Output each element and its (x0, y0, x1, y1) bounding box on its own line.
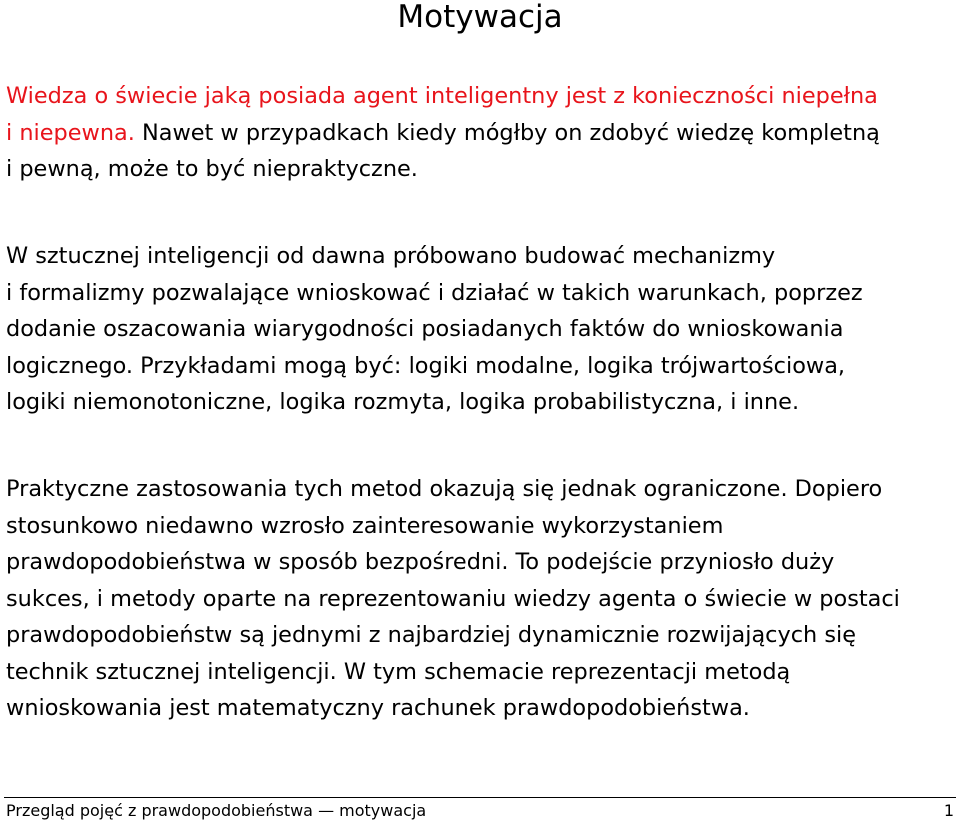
paragraph-formalisms-line: i formalizmy pozwalające wnioskować i działać w takich warunkach, poprzez (6, 279, 863, 306)
paragraph-formalisms-line: W sztucznej inteligencji od dawna próbowano budować mechanizmy (6, 243, 776, 269)
paragraph-intro-line-1: Wiedza o świecie jaką posiada agent inteligentny jest z konieczności niepełna (6, 83, 878, 109)
paragraph-intro-line-2-emphasis: i niepewna. (6, 119, 135, 146)
paragraph-probability-line: prawdopodobieństwa w sposób bezpośredni. To podejście przyniosło duży (6, 549, 835, 575)
slide-title: Motywacja (397, 0, 563, 35)
paragraph-intro-line-2 (6, 115, 956, 152)
footer-title: Przegląd pojęć z prawdopodobieństwa — motywacja (6, 801, 427, 820)
paragraph-probability (6, 471, 956, 727)
paragraph-probability-line: stosunkowo niedawno wzrosło zainteresowanie wykorzystaniem (6, 512, 724, 539)
paragraph-formalisms-line: logiki niemonotoniczne, logika rozmyta, logika probabilistyczna, i inne. (6, 389, 800, 415)
paragraph-intro (6, 78, 956, 188)
footer-divider (4, 797, 956, 798)
paragraph-formalisms (6, 238, 956, 421)
paragraph-probability-line: prawdopodobieństw są jednymi z najbardziej dynamicznie rozwijających się (6, 622, 857, 648)
paragraph-intro-line-3: i pewną, może to być niepraktyczne. (6, 156, 418, 182)
paragraph-intro-line-2-rest: Nawet w przypadkach kiedy mógłby on zdobyć wiedzę kompletną (134, 119, 880, 146)
paragraph-formalisms-line: logicznego. Przykładami mogą być: logiki modalne, logika trójwartościowa, (6, 352, 846, 379)
paragraph-probability-line: sukces, i metody oparte na reprezentowaniu wiedzy agenta o świecie w postaci (6, 585, 900, 612)
paragraph-probability-line: wnioskowania jest matematyczny rachunek prawdopodobieństwa. (6, 695, 750, 721)
paragraph-probability-line: technik sztucznej inteligencji. W tym schemacie reprezentacji metodą (6, 658, 791, 685)
paragraph-probability-line: Praktyczne zastosowania tych metod okazują się jednak ograniczone. Dopiero (6, 476, 883, 502)
page-number: 1 (943, 801, 954, 820)
paragraph-formalisms-line: dodanie oszacowania wiarygodności posiadanych faktów do wnioskowania (6, 316, 844, 342)
